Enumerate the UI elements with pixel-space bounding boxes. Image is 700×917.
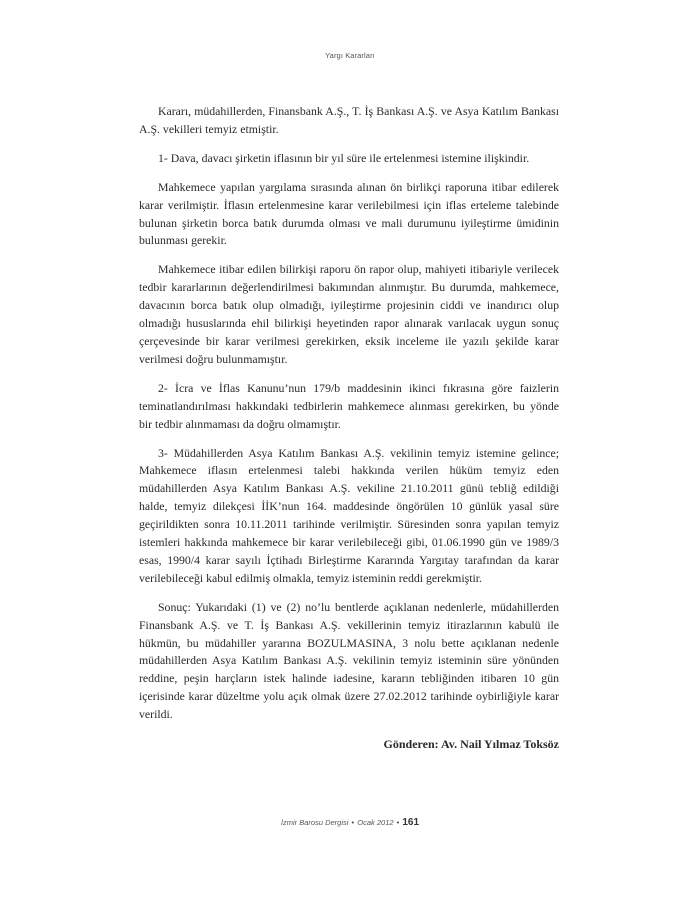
paragraph-case-subject: 1- Dava, davacı şirketin iflasının bir yıl süre ile ertelenmesi istemine ilişkindir. <box>158 150 530 165</box>
footer-separator-2: • <box>396 818 400 827</box>
paragraph-appeal-intro: Kararı, müdahillerden, Finansbank A.Ş., T. İş Bankası A.Ş. ve Asya Katılım Bankası A.Ş. vekilleri temyiz etmiştir. <box>139 104 559 136</box>
document-body <box>139 103 559 753</box>
footer-separator: • <box>351 818 355 827</box>
page-footer <box>0 817 700 828</box>
page-number: 161 <box>402 817 420 828</box>
paragraph-interest-measures: 2- İcra ve İflas Kanunu’nun 179/b maddesinin ikinci fıkrasına göre faizlerin teminatlandırılması hakkındaki tedbirlerin mahkemece alınması gerekirken, bu yönde bir tedbir alınmaması da doğru olmamıştır. <box>139 380 559 431</box>
paragraph-appeal-timeliness: 3- Müdahillerden Asya Katılım Bankası A.Ş. vekilinin temyiz istemine gelince; Mahkemece iflasın ertelenmesi talebi hakkında verilen hüküm temyiz eden müdahillerden Asya Katılım Bankası A.Ş. vekiline 21.10.2011 günü tebliğ edildiği halde, temyiz dilekçesi İİK’nun 164. maddesinde öngörülen 10 günlük yasal süre geçirildikten sonra 10.11.2011 tarihinde verilmiştir. Süresinden sonra yapılan temyiz istemleri hakkında mahkemece bir karar verilebileceği gibi, 01.06.1990 gün ve 1989/3 esas, 1990/4 karar sayılı İçtihadı Birleştirme Kararında Yargıtay tarafından da karar verilebileceği kabul edilmiş olmakla, temyiz isteminin reddi gerekmiştir. <box>139 445 559 585</box>
paragraph-court-reasoning: Mahkemece yapılan yargılama sırasında alınan ön birlikçi raporuna itibar edilerek karar verilmiştir. İflasın ertelenmesine karar verilebilmesi için iflas erteleme talebinde bulunan şirketin borca batık durumda olması ve mali durumunu iyileştirme ümidinin bulunması gerekir. <box>139 179 559 248</box>
paragraph-conclusion: Sonuç: Yukarıdaki (1) ve (2) no’lu bentlerde açıklanan nedenlerle, müdahillerden Finansbank A.Ş. ve T. İş Bankası A.Ş. vekillerinin temyiz itirazlarının kabulü ile hükmün, bu müdahiller yararına BOZULMASINA, 3 nolu bette açıklanan nedenle müdahillerden Asya Katılım Bankası A.Ş. vekilinin temyiz isteminin süre yönünden reddine, peşin harçların istek halinde iadesine, kararın tebliğinden itibaren 10 gün içerisinde karar düzeltme yolu açık olmak üzere 27.02.2012 tarihinde oybirliğiyle karar verildi. <box>139 599 559 722</box>
paragraph-expert-report: Mahkemece itibar edilen bilirkişi raporu ön rapor olup, mahiyeti itibariyle verilecek tedbir kararlarının değerlendirilmesi bakımından alınmıştır. Bu durumda, mahkemece, davacının borca batık olup olmadığı, iyileştirme projesinin ciddi ve inandırıcı olup olmadığı hususlarında ehil bilirkişi heyetinden rapor alınarak varılacak uygun sonuç çerçevesinde bir karar verilmesi gerekirken, eksik inceleme ile yazılı şekilde karar verilmesi doğru bulunmamıştır. <box>139 262 559 366</box>
journal-name: İzmir Barosu Dergisi <box>280 818 349 827</box>
issue-date: Ocak 2012 <box>357 818 394 827</box>
running-header: Yargı Kararları <box>325 51 375 60</box>
sender-signature: Gönderen: Av. Nail Yılmaz Toksöz <box>383 737 559 752</box>
